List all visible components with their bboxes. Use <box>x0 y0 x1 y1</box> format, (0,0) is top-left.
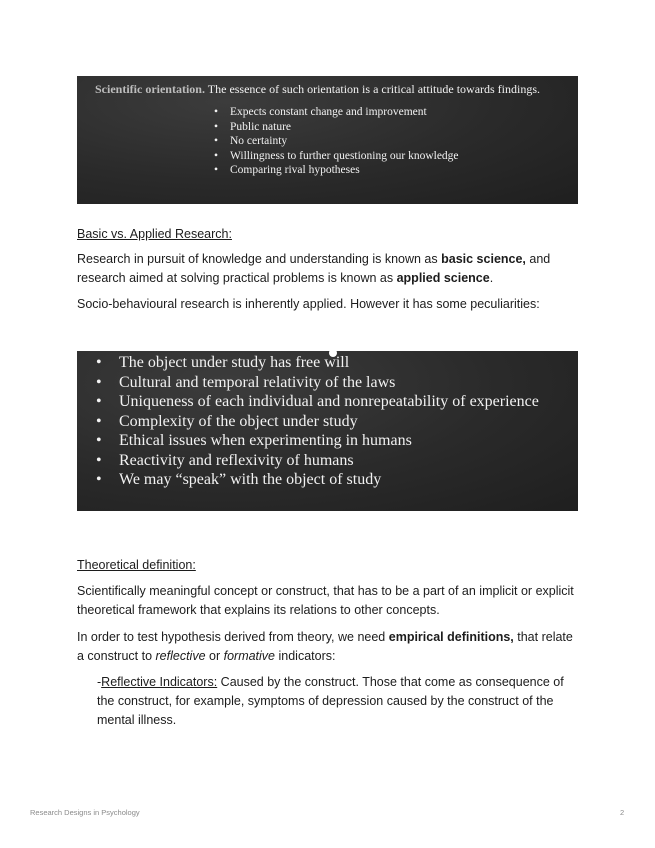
list-item: • Complexity of the object under study <box>94 412 539 432</box>
text-run: or <box>205 649 224 663</box>
italic-term-formative: formative <box>223 649 276 663</box>
text-run: and research aimed at solving practical problems is known as <box>77 252 551 285</box>
slide-heading <box>95 82 540 97</box>
basic-applied-paragraph <box>77 250 577 288</box>
peculiarities-list <box>94 353 539 490</box>
basic-applied-heading <box>77 225 577 244</box>
list-item: • Cultural and temporal relativity of the laws <box>94 373 539 393</box>
list-item: • The object under study has free will <box>94 353 539 373</box>
text-run: . <box>489 271 494 285</box>
bold-term-applied: applied science <box>396 271 490 285</box>
dash-marker: - <box>97 675 102 689</box>
reflective-label: Reflective Indicators: <box>101 675 218 689</box>
list-item: • Reactivity and reflexivity of humans <box>94 451 539 471</box>
list-item: • Uniqueness of each individual and nonrepeatability of experience <box>94 392 539 412</box>
slide-heading-text: The essence of such orientation is a critical attitude towards findings. <box>207 82 541 96</box>
text-run: In order to test hypothesis derived from theory, we need <box>77 630 389 644</box>
footer-title: Research Designs in Psychology <box>30 808 140 817</box>
text-run: Research in pursuit of knowledge and understanding is known as <box>77 252 442 266</box>
theoretical-heading <box>77 556 577 575</box>
text-run: Caused by the construct. Those that come as consequence of the construct, for example, symptoms of depression caused by the construct of the mental illness. <box>97 675 564 727</box>
list-item: • No certainty <box>214 134 459 149</box>
reflective-indicators-item <box>97 673 577 730</box>
empirical-paragraph <box>77 628 577 666</box>
list-item: • Expects constant change and improvement <box>214 105 459 120</box>
list-item: • We may “speak” with the object of study <box>94 470 539 490</box>
heading-underlined: Basic vs. Applied Research: <box>77 227 232 241</box>
socio-behavioural-paragraph: Socio-behavioural research is inherently applied. However it has some peculiarities: <box>77 297 540 311</box>
list-item: • Comparing rival hypotheses <box>214 163 459 178</box>
text-run: that relate a construct to <box>77 630 573 663</box>
heading-underlined: Theoretical definition: <box>77 558 196 572</box>
scientific-orientation-slide <box>77 76 578 204</box>
bold-term-empirical: empirical definitions, <box>388 630 514 644</box>
slide-heading-lead: Scientific orientation. <box>95 82 205 96</box>
peculiarities-slide <box>77 351 578 511</box>
list-item: • Public nature <box>214 120 459 135</box>
orientation-list <box>214 105 459 178</box>
page-number: 2 <box>620 808 625 817</box>
list-item: • Ethical issues when experimenting in humans <box>94 431 539 451</box>
bold-term-basic: basic science, <box>441 252 526 266</box>
theoretical-paragraph: Scientifically meaningful concept or construct, that has to be a part of an implicit or explicit theoretical framework that explains its relations to other concepts. <box>77 584 574 617</box>
text-run: indicators: <box>275 649 336 663</box>
list-item: • Willingness to further questioning our knowledge <box>214 149 459 164</box>
italic-term-reflective: reflective <box>155 649 206 663</box>
